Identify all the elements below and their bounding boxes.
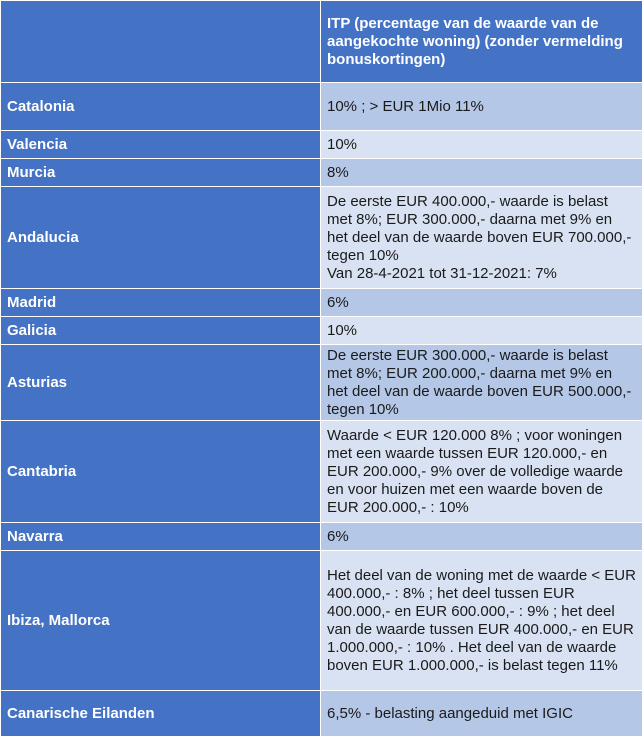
- itp-value-cell: [321, 345, 642, 421]
- table-row: [1, 421, 642, 523]
- table-row: [1, 317, 642, 345]
- itp-value-cell: [321, 289, 642, 317]
- region-cell: Catalonia: [1, 83, 321, 131]
- itp-value-cell: [321, 421, 642, 523]
- region-cell: Ibiza, Mallorca: [1, 551, 321, 691]
- itp-value-cell: [321, 523, 642, 551]
- table-row: [1, 131, 642, 159]
- region-cell: Murcia: [1, 159, 321, 187]
- region-cell: Canarische Eilanden: [1, 691, 321, 737]
- region-cell: Madrid: [1, 289, 321, 317]
- table-row: [1, 289, 642, 317]
- table-row: [1, 187, 642, 289]
- table-row: [1, 159, 642, 187]
- itp-value-cell: [321, 83, 642, 131]
- itp-value-cell: [321, 551, 642, 691]
- header-region-cell: [1, 1, 321, 83]
- itp-value-line: Van 28-4-2021 tot 31-12-2021: 7%: [327, 264, 557, 282]
- itp-value-line: 6%: [327, 527, 349, 545]
- region-cell: Andalucia: [1, 187, 321, 289]
- itp-value-line: 10%: [327, 135, 358, 153]
- itp-value-cell: [321, 691, 642, 737]
- region-cell: Asturias: [1, 345, 321, 421]
- region-cell: Cantabria: [1, 421, 321, 523]
- itp-value-line: 6%: [327, 293, 349, 311]
- table-row: [1, 691, 642, 737]
- itp-value-cell: [321, 131, 642, 159]
- itp-value-line: De eerste EUR 400.000,- waarde is belast met 8%; EUR 300.000,- daarna met 9% en het deel van de waarde boven EUR 700.000,- tegen 10%: [327, 192, 632, 264]
- itp-value-line: 10% ; > EUR 1Mio 11%: [327, 97, 484, 115]
- itp-value-line: 8%: [327, 163, 349, 181]
- itp-value-line: 6,5% - belasting aangeduid met IGIC: [327, 704, 573, 722]
- header-row: [1, 1, 642, 83]
- table-row: [1, 83, 642, 131]
- itp-value-cell: [321, 317, 642, 345]
- itp-value-cell: [321, 187, 642, 289]
- region-cell: Galicia: [1, 317, 321, 345]
- table-row: [1, 523, 642, 551]
- itp-value-line: Waarde < EUR 120.000 8% ; voor woningen met een waarde tussen EUR 120.000,- en EUR 200.000,- 9% over de volledige waarde en voor huizen met een waarde boven de EUR 200.000,- : 10%: [327, 426, 624, 516]
- itp-value-line: Het deel van de woning met de waarde < EUR 400.000,- : 8% ; het deel tussen EUR 400.000,- en EUR 600.000,- : 9% ; het deel van de waarde tussen EUR 400.000,- en EUR 1.000.000,- : 10% . Het deel van de waarde boven EUR 1.000.000,- is belast tegen 11%: [327, 566, 636, 674]
- header-itp-cell: ITP (percentage van de waarde van de aangekochte woning) (zonder vermelding bonuskortingen): [321, 1, 642, 83]
- itp-value-line: De eerste EUR 300.000,- waarde is belast met 8%; EUR 200.000,- daarna met 9% en het deel van de waarde boven EUR 500.000,- tegen 10%: [327, 346, 632, 418]
- table-row: [1, 345, 642, 421]
- table-row: [1, 551, 642, 691]
- itp-value-line: 10%: [327, 321, 358, 339]
- itp-value-cell: [321, 159, 642, 187]
- region-cell: Valencia: [1, 131, 321, 159]
- region-cell: Navarra: [1, 523, 321, 551]
